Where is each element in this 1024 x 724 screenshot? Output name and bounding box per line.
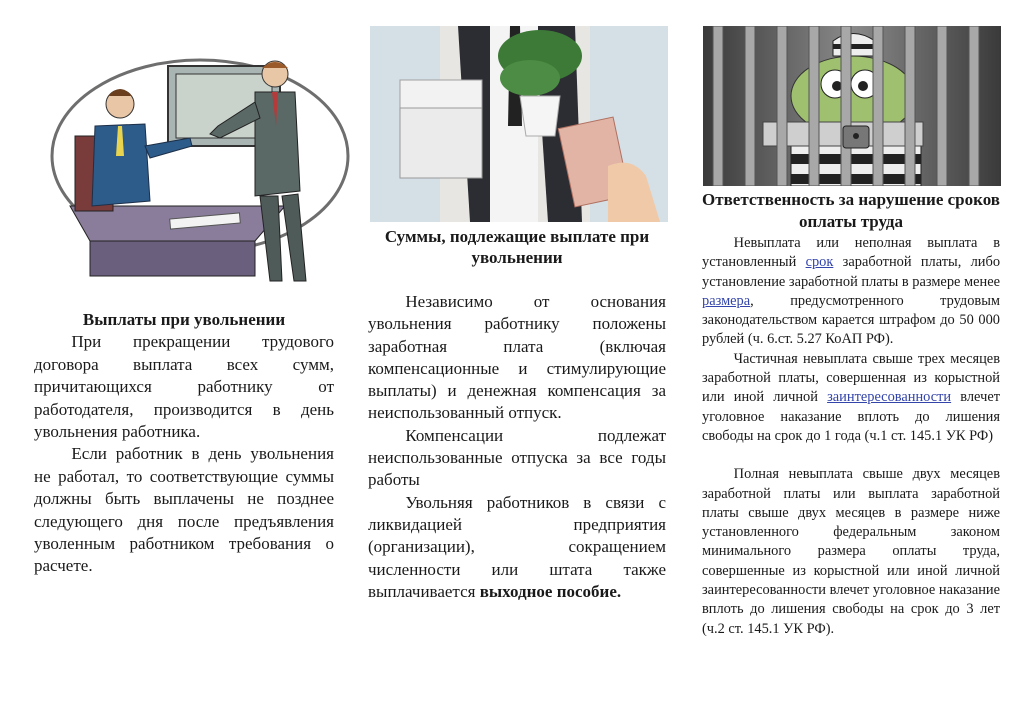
c3-p2-text: Частичная невыплата свыше трех месяцев заработной платы, совершенная из корыстной или иной личной — [702, 350, 1000, 406]
column1-paragraph: При прекращении трудового договора выплата всех сумм, причитающихся работнику от работодателя, производится в день увольнения работника. — [34, 332, 334, 442]
prisoner-image — [703, 26, 1001, 186]
interest-link[interactable]: заинтересованности — [827, 389, 952, 406]
term-link-deadline[interactable]: срок — [805, 254, 834, 271]
severance-pay-emphasis: выходное пособие. — [479, 581, 622, 601]
employee-leaving-image — [370, 26, 668, 222]
c3-p1-text: заработной платы, либо установление заработной платы в размере менее — [702, 254, 1001, 290]
c3-p2-text: влечет уголовное наказание вплоть до лишения свободы на срок до 1 года (ч.1 ст. 145.1 УК РФ) — [702, 389, 1000, 444]
office-illustration — [50, 56, 350, 286]
column3-paragraph — [702, 350, 1000, 446]
column2-paragraph: Независимо от основания увольнения работнику положены заработная плата (включая компенсационные и стимулирующие выплаты) и денежная компенсация за неиспользованный отпуск. — [368, 292, 666, 423]
column3-paragraph — [702, 234, 1000, 350]
prison-illustration — [703, 26, 1001, 186]
column2-paragraph — [368, 492, 666, 603]
c3-p1-text: , предусмотренного трудовым законодательством карается штрафом до 50 000 рублей (ч. 6.ст. 5.27 КоАП РФ). — [702, 292, 1000, 348]
column-sums-payable — [368, 291, 666, 603]
column-payments-on-dismissal — [34, 309, 334, 578]
amount-link[interactable]: размера — [702, 292, 751, 309]
column-liability — [702, 234, 1000, 639]
c3-p1-text: Невыплата или неполная выплата в установленный — [702, 235, 1000, 271]
office-scene-image — [50, 56, 350, 286]
column3-paragraph: Полная невыплата свыше двух месяцев заработной платы или выплата заработной платы свыше двух месяцев в размере ниже установленного федеральным законом минимального размера оплаты труда, совершенные из корыстной или иной личной заинтересованности влечет уголовное наказание вплоть до лишения свободы на срок до 3 лет (ч.2 ст. 145.1 УК РФ). — [702, 466, 1001, 637]
column2-paragraph: Компенсации подлежат неиспользованные отпуска за все годы работы — [368, 425, 666, 490]
column1-heading: Выплаты при увольнении — [82, 310, 286, 329]
dismissal-photo — [370, 26, 668, 222]
column2-heading: Суммы, подлежащие выплате при увольнении — [384, 227, 650, 267]
column1-paragraph: Если работник в день увольнения не работал, то соответствующие суммы должны быть выплачены не позднее следующего дня после предъявления уволенным работником требования о расчете. — [34, 444, 334, 576]
column3-heading: Ответственность за нарушение сроков оплаты труда — [702, 190, 1000, 231]
column2-paragraph3-text: Увольняя работников в связи с ликвидацией предприятия (организации), сокращением численности или штата также выплачивается — [368, 492, 666, 601]
